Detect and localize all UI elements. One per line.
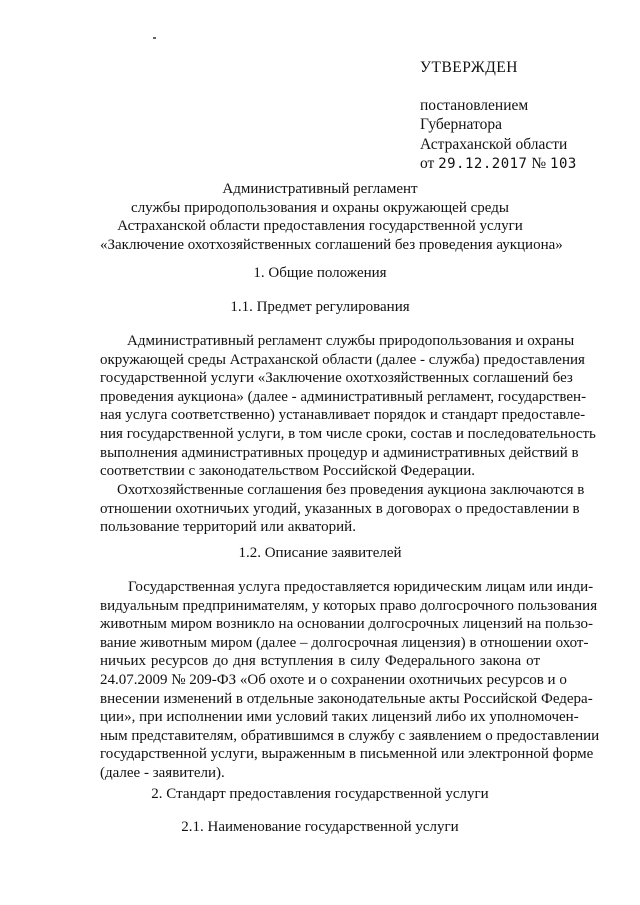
- section-heading-1-1: 1.1. Предмет регулирования: [230, 299, 410, 315]
- paragraph-line: животным миром возникло на основании долгосрочных лицензий на пользо-: [100, 616, 594, 633]
- approval-number-sign: №: [531, 155, 547, 172]
- paragraph-subject: [100, 332, 596, 481]
- paragraph-applicants: [100, 578, 600, 783]
- paragraph-line: Охотхозяйственные соглашения без проведения аукциона заключаются в: [117, 482, 585, 498]
- paragraph-line: выполнения административных процедур и административных действий в: [100, 444, 579, 461]
- paragraph-line: ным представителям, обратившимся в службу с заявлением о предоставлении: [100, 727, 600, 744]
- document-title-line: «Заключение охотхозяйственных соглашений без проведения аукциона»: [100, 236, 563, 253]
- document-title-line: Административный регламент: [222, 181, 418, 197]
- approval-title: УТВЕРЖДЕН: [420, 59, 518, 76]
- paragraph-line: Государственная услуга предоставляется юридическим лицам или инди-: [128, 579, 594, 595]
- paragraph-line: пользование территорий или акваторий.: [100, 519, 356, 536]
- paragraph-agreements: [100, 481, 585, 537]
- section-heading-2: 2. Стандарт предоставления государственной услуги: [151, 786, 489, 802]
- document-title-line: Астраханской области предоставления государственной услуги: [117, 218, 523, 234]
- paragraph-line: государственной услуги, выраженным в письменной или электронной форме: [100, 746, 594, 763]
- paragraph-line: вание животным миром (далее – долгосрочная лицензия) в отношении охот-: [100, 634, 589, 651]
- approval-date-prefix: от: [420, 155, 435, 172]
- approval-line: постановлением: [420, 96, 529, 114]
- approval-date-line: [420, 154, 577, 175]
- approval-line: Губернатора: [420, 116, 502, 133]
- approval-date: 29.12.2017: [438, 156, 528, 172]
- section-heading-1: 1. Общие положения: [253, 265, 387, 281]
- section-heading-1-2: 1.2. Описание заявителей: [238, 545, 402, 561]
- section-heading-2-1: 2.1. Наименование государственной услуги: [181, 819, 459, 835]
- paragraph-line: 24.07.2009 № 209-ФЗ «Об охоте и о сохранении охотничьих ресурсов и о: [100, 671, 567, 688]
- paragraph-line: Административный регламент службы природопользования и охраны: [127, 333, 575, 349]
- paragraph-line: ния государственной услуги, в том числе сроки, состав и последовательность: [100, 425, 596, 442]
- paragraph-line: внесении изменений в отдельные законодательные акты Российской Федера-: [100, 690, 593, 707]
- paragraph-line: окружающей среды Астраханской области (далее - служба) предоставления: [100, 351, 585, 368]
- paragraph-line: государственной услуги «Заключение охотхозяйственных соглашений без: [100, 370, 573, 387]
- paragraph-line: ции», при исполнении ими условий таких лицензий либо их уполномочен-: [100, 709, 579, 726]
- approval-line: Астраханской области: [420, 135, 568, 153]
- approval-number: 103: [550, 156, 577, 172]
- paragraph-line: ная услуга соответственно) устанавливает порядок и стандарт предоставле-: [100, 407, 586, 424]
- approval-block: [420, 58, 577, 175]
- paragraph-line: соответствии с законодательством Российской Федерации.: [100, 463, 475, 480]
- paragraph-line: отношении охотничьих угодий, указанных в договорах о предоставлении в: [100, 500, 580, 517]
- paragraph-line: ничьих ресурсов до дня вступления в силу Федерального закона от: [100, 653, 540, 670]
- paragraph-line: видуальным предпринимателям, у которых право долгосрочного пользования: [100, 597, 598, 614]
- document-title: [100, 180, 563, 254]
- paragraph-line: проведения аукциона» (далее - административный регламент, государствен-: [100, 388, 587, 405]
- paragraph-line: (далее - заявители).: [100, 764, 225, 781]
- scan-speck: [153, 37, 156, 39]
- document-title-line: службы природопользования и охраны окружающей среды: [131, 199, 509, 216]
